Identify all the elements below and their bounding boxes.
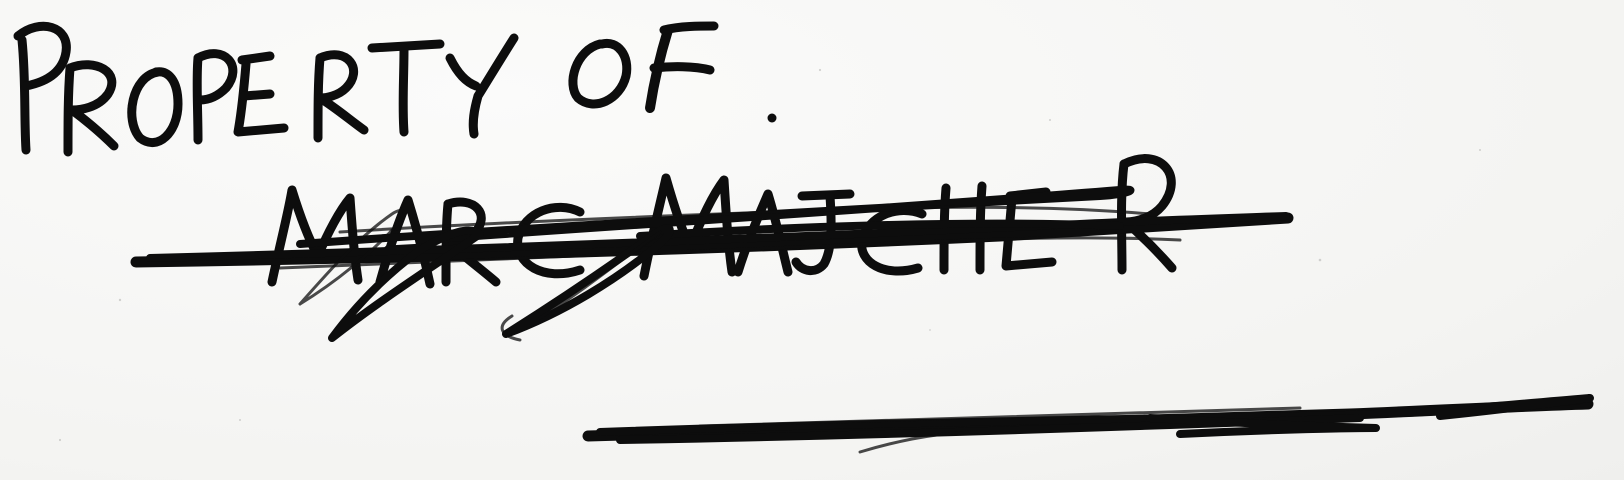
bottom-scribble-line [588,398,1590,452]
heading-handwriting [18,26,777,152]
name-strikethrough [136,190,1288,340]
